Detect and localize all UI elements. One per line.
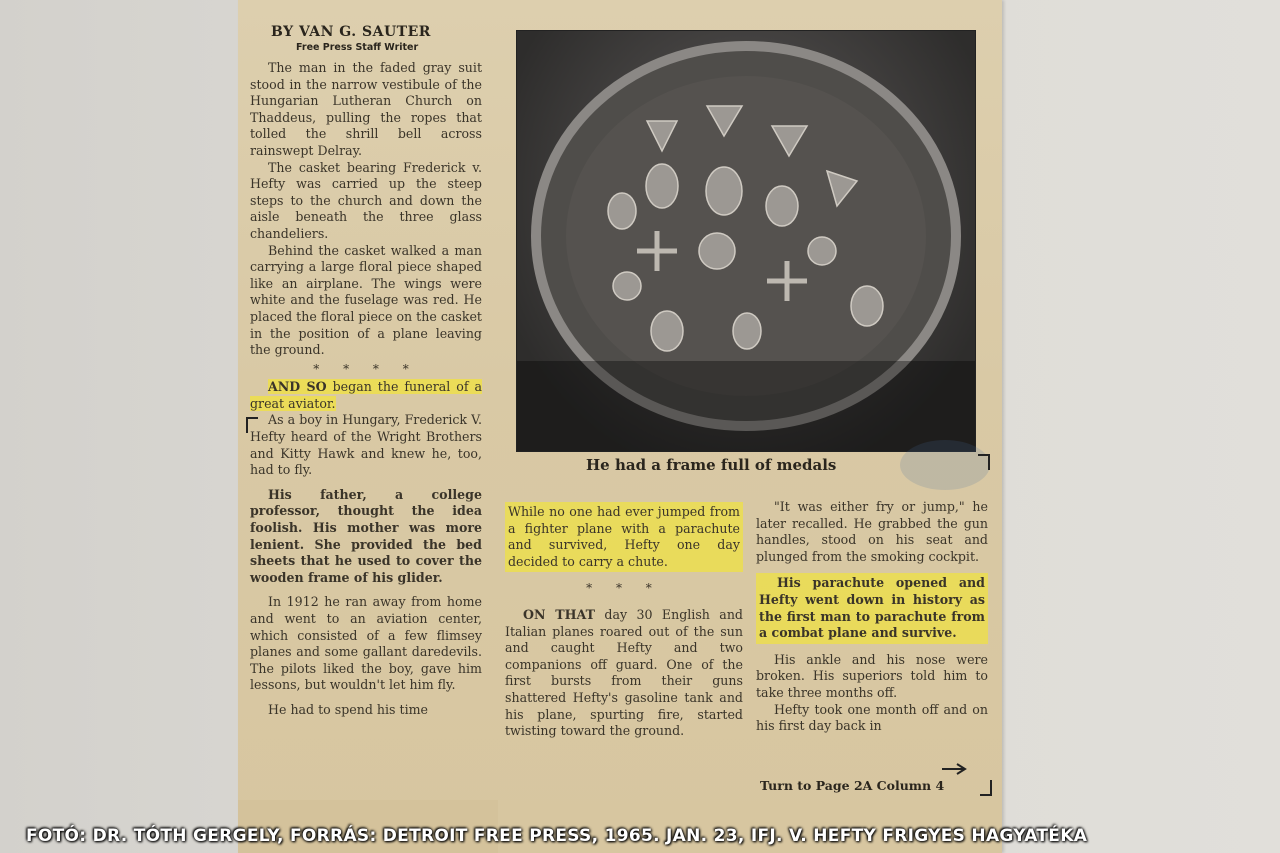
medals-photo xyxy=(516,30,976,452)
paragraph-father: His father, a college professor, thought the idea foolish. His mother was more lenient. She provided the bed sheets that he used to cover the wooden frame of his glider. xyxy=(250,486,482,585)
turn-page-note: Turn to Page 2A Column 4 xyxy=(760,778,945,793)
paragraph-spend-time: He had to spend his time xyxy=(268,701,429,717)
column-1 xyxy=(250,60,482,719)
lead-on-that: ON THAT xyxy=(523,606,595,622)
staff-writer-label: Free Press Staff Writer xyxy=(296,42,419,53)
paragraph-fry-or-jump: "It was either fry or jump," he later recalled. He grabbed the gun handles, stood on his seat and plunged from the smoking cockpit. xyxy=(756,499,988,564)
column-3 xyxy=(756,499,988,735)
highlight-block-parachute xyxy=(756,573,988,643)
bracket-marker-bottom xyxy=(980,780,992,796)
and-so-rest: began the funeral of a great aviator. xyxy=(250,379,482,411)
medals-frame-image xyxy=(517,31,975,451)
highlight-block-chute xyxy=(505,502,743,572)
section-divider-2: * * * xyxy=(586,581,662,596)
bracket-marker-right xyxy=(978,454,990,470)
paragraph-1: The man in the faded gray suit stood in the narrow vestibule of the Hungarian Lutheran Church on Thaddeus, pulling the ropes that tolled the shrill bell across rainswept Delray. xyxy=(250,60,482,158)
paragraph-3: Behind the casket walked a man carrying a large floral piece shaped like an airplane. The wings were white and the fuselage was red. He placed the floral piece on the casket in the position of a plane leaving the ground. xyxy=(250,242,482,358)
paragraph-ankle: His ankle and his nose were broken. His superiors told him to take three months off. xyxy=(756,651,988,700)
paragraph-2: The casket bearing Frederick v. Hefty was carried up the steep steps to the church and down the aisle beneath the three glass chandeliers. xyxy=(250,159,482,241)
on-that-rest: day 30 English and Italian planes roared out of the sun and caught Hefty and two companions off guard. One of the first bursts from their guns shattered Hefty's gasoline tank and his plane, spurting fire, started twisting toward the ground. xyxy=(505,606,743,739)
bracket-marker-left xyxy=(246,417,258,433)
paragraph-on-that-day xyxy=(505,607,743,740)
lead-and-so: AND SO xyxy=(268,379,327,395)
byline: BY VAN G. SAUTER xyxy=(271,24,431,40)
photo-credit: FOTÓ: DR. TÓTH GERGELY, FORRÁS: DETROIT FREE PRESS, 1965. JAN. 23, IFJ. V. HEFTY FRIGYES HAGYATÉKA xyxy=(26,826,1088,846)
paragraph-parachute: His parachute opened and Hefty went down in history as the first man to parachute from a combat plane and survive. xyxy=(759,575,985,641)
arrow-icon xyxy=(940,762,970,776)
blue-stain xyxy=(900,440,990,490)
paragraph-1912: In 1912 he ran away from home and went to an aviation center, which consisted of a few flimsey planes and some gallant daredevils. The pilots liked the boy, gave him lessons, but wouldn't let him fly. xyxy=(250,594,482,693)
paragraph-month-off: Hefty took one month off and on his first day back in xyxy=(756,701,988,734)
paragraph-boy-hungary: As a boy in Hungary, Frederick V. Hefty heard of the Wright Brothers and Kitty Hawk and knew he, too, had to fly. xyxy=(250,412,482,478)
paragraph-chute: While no one had ever jumped from a fighter plane with a parachute and survived, Hefty one day decided to carry a chute. xyxy=(508,504,740,569)
section-divider: * * * * xyxy=(313,361,419,376)
photo-caption: He had a frame full of medals xyxy=(586,456,837,474)
column-2 xyxy=(505,502,743,740)
paragraph-and-so xyxy=(250,379,482,412)
